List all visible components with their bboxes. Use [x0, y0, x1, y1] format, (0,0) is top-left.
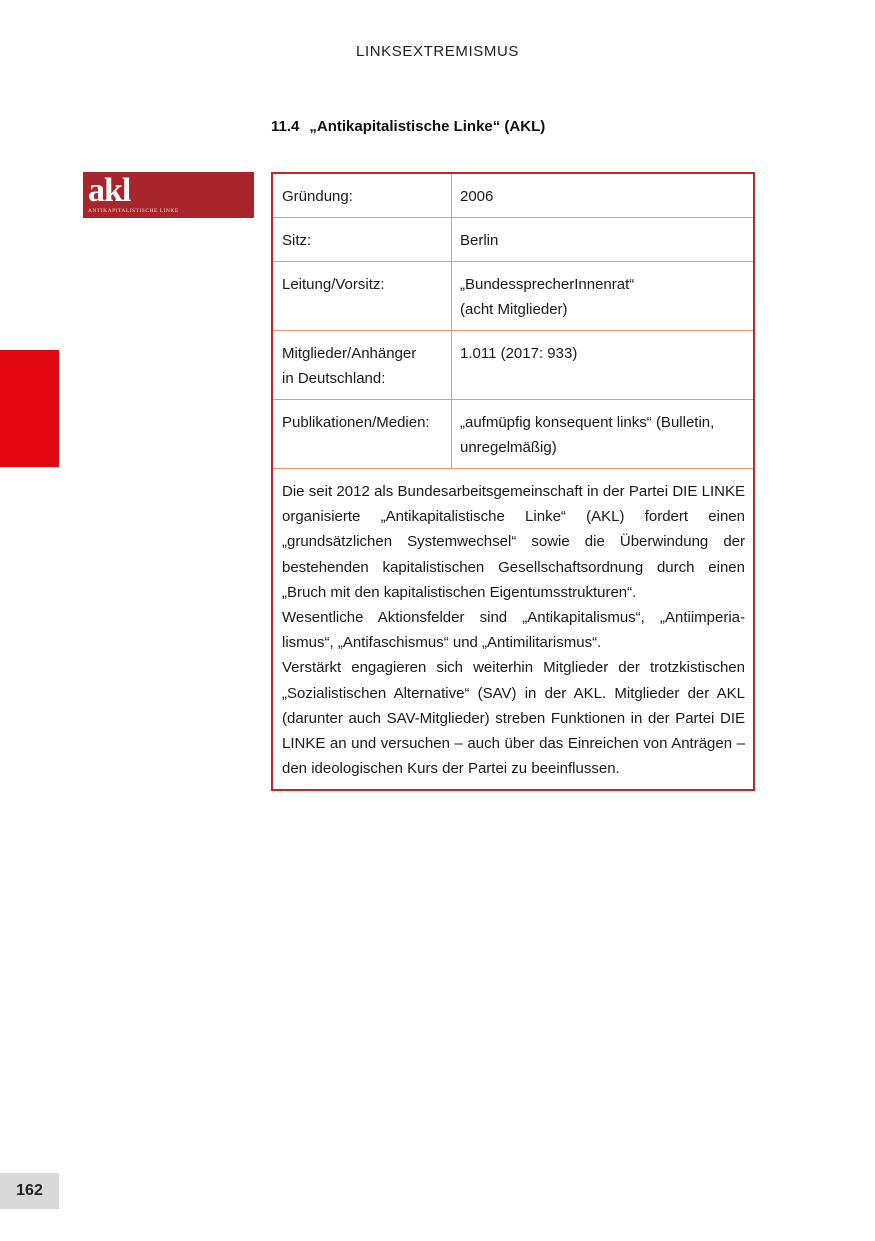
- fact-row-founding: [273, 174, 753, 218]
- fact-value-line: (acht Mitglieder): [460, 301, 568, 318]
- fact-row-publications: [273, 400, 753, 469]
- chapter-tab-marker: [0, 350, 59, 467]
- fact-label-line: in Deutschland:: [282, 370, 386, 387]
- fact-value-line: „aufmüpfig konsequent links“ (Bulletin,: [460, 414, 715, 431]
- page-number: 162: [0, 1173, 59, 1209]
- fact-value: 2006: [460, 188, 494, 205]
- fact-value: 1.011 (2017: 933): [460, 345, 578, 362]
- fact-label: Sitz:: [273, 218, 452, 261]
- logo-subtitle: ANTIKAPITALISTISCHE LINKE: [88, 208, 179, 214]
- description-paragraph: Wesentliche Aktionsfelder sind „Antikapitalismus“, „Antiimperialismus“, „Antifaschismus“ und „Antimilitarismus“.: [282, 609, 745, 652]
- fact-label-line: Mitglieder/Anhänger: [282, 345, 417, 362]
- section-heading: [271, 118, 545, 135]
- description: [273, 469, 753, 789]
- logo-wordmark: akl: [88, 172, 131, 209]
- section-number: 11.4: [271, 118, 300, 135]
- fact-row-members: [273, 331, 753, 400]
- fact-value-line: „BundessprecherInnenrat“: [460, 276, 635, 293]
- fact-label: Gründung:: [273, 174, 452, 217]
- fact-value: Berlin: [460, 232, 499, 249]
- fact-label: Publikationen/Medien:: [273, 400, 452, 468]
- fact-value: [452, 262, 753, 330]
- description-paragraph: Die seit 2012 als Bundesarbeitsgemeinschaft in der Partei DIE LINKE organisierte „Antikapitalistische Linke“ (AKL) fordert einen „grundsätzlichen Systemwechsel“ sowie die Überwindung der bestehenden kapitalistischen Gesellschaftsordnung durch einen „Bruch mit den kapitalistischen Eigentumsstrukturen“.: [282, 483, 745, 601]
- fact-row-seat: [273, 218, 753, 262]
- fact-label: [273, 331, 452, 399]
- akl-logo: [83, 172, 254, 218]
- fact-value-line: unregelmäßig): [460, 439, 557, 456]
- fact-box: [271, 172, 755, 791]
- running-header: LINKSEXTREMISMUS: [356, 43, 519, 60]
- fact-label: Leitung/Vorsitz:: [273, 262, 452, 330]
- section-title: „Antikapitalistische Linke“ (AKL): [309, 118, 546, 135]
- fact-row-leadership: [273, 262, 753, 331]
- fact-value: [452, 400, 753, 468]
- description-paragraph: Verstärkt engagieren sich weiterhin Mitglieder der trotzkistischen „Sozialistischen Alternative“ (SAV) in der AKL. Mitglieder der AKL (darunter auch SAV-Mitglieder) streben Funktionen in der Partei DIE LINKE an und versuchen – auch über das Einreichen von Anträgen – den ideologischen Kurs der Partei zu beeinflussen.: [282, 659, 745, 778]
